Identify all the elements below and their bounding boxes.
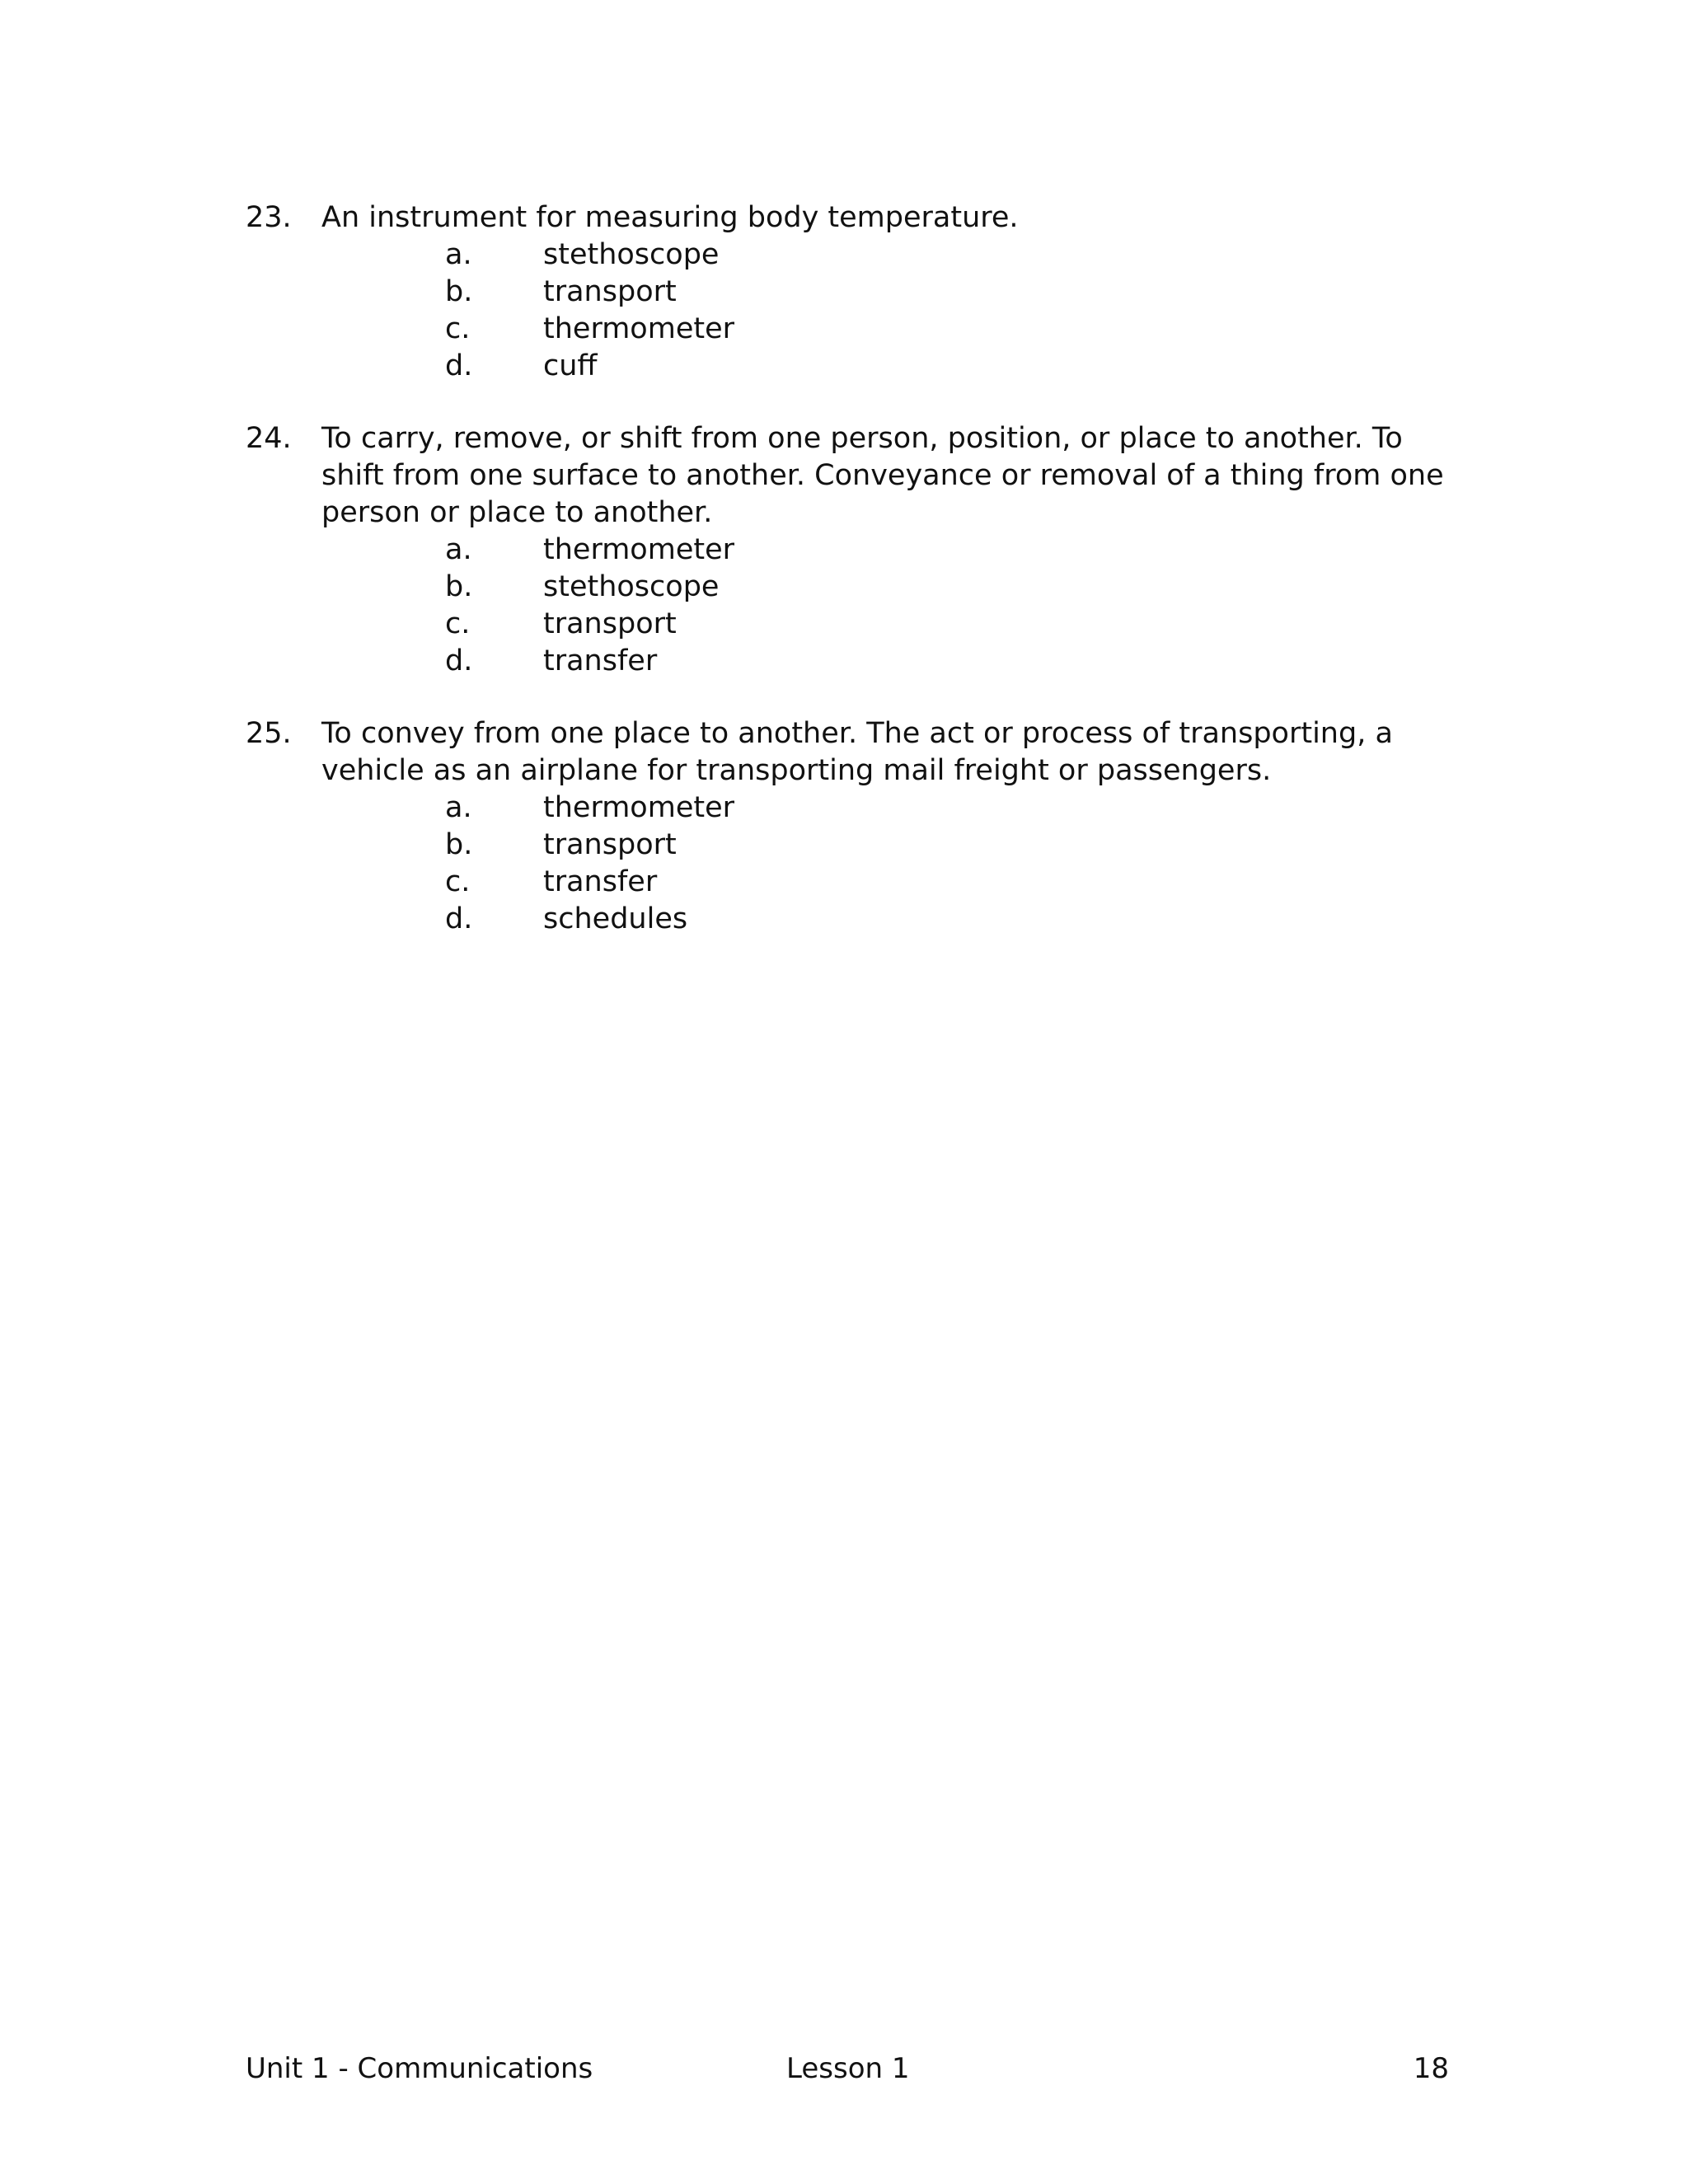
option-letter: c.	[445, 865, 471, 898]
question-number: 23.	[246, 201, 292, 234]
option-letter: d.	[445, 644, 473, 677]
footer-unit: Unit 1 - Communications	[246, 2052, 593, 2085]
option-letter: a.	[445, 238, 472, 271]
option-letter: b.	[445, 570, 473, 603]
question-number: 24.	[246, 422, 292, 455]
option-text: thermometer	[543, 312, 734, 345]
answer-options	[246, 532, 1449, 680]
footer-page-number: 18	[1413, 2052, 1449, 2085]
option-text: transport	[543, 607, 677, 640]
option-letter: c.	[445, 607, 471, 640]
question-text: To carry, remove, or shift from one person, position, or place to another. To shift from one surface to another. Conveyance or removal of a thing from one person or place to another.	[321, 422, 1444, 529]
answer-option-c	[246, 606, 1449, 643]
option-text: transfer	[543, 644, 658, 677]
answer-option-b	[246, 827, 1449, 864]
option-letter: a.	[445, 791, 472, 824]
question-24	[246, 420, 1449, 680]
option-text: transport	[543, 828, 677, 861]
option-text: transport	[543, 275, 677, 308]
option-letter: c.	[445, 312, 471, 345]
option-text: thermometer	[543, 791, 734, 824]
answer-option-b	[246, 569, 1449, 606]
option-letter: d.	[445, 902, 473, 935]
answer-option-b	[246, 274, 1449, 311]
question-stem	[246, 199, 1449, 237]
question-text: An instrument for measuring body temperature.	[321, 201, 1019, 234]
answer-option-d	[246, 901, 1449, 938]
question-number: 25.	[246, 717, 292, 750]
footer-lesson: Lesson 1	[786, 2052, 910, 2085]
answer-option-c	[246, 864, 1449, 901]
answer-options	[246, 790, 1449, 938]
option-text: stethoscope	[543, 570, 720, 603]
answer-options	[246, 237, 1449, 385]
answer-option-a	[246, 237, 1449, 274]
option-text: thermometer	[543, 533, 734, 566]
option-text: stethoscope	[543, 238, 720, 271]
page-footer	[246, 2050, 1449, 2088]
answer-option-a	[246, 790, 1449, 827]
question-stem	[246, 420, 1449, 532]
option-letter: b.	[445, 275, 473, 308]
option-letter: b.	[445, 828, 473, 861]
answer-option-d	[246, 348, 1449, 385]
option-text: cuff	[543, 349, 598, 382]
question-23	[246, 199, 1449, 385]
question-stem	[246, 715, 1449, 790]
option-letter: a.	[445, 533, 472, 566]
option-letter: d.	[445, 349, 473, 382]
option-text: transfer	[543, 865, 658, 898]
answer-option-a	[246, 532, 1449, 569]
option-text: schedules	[543, 902, 688, 935]
answer-option-d	[246, 643, 1449, 680]
question-text: To convey from one place to another. The act or process of transporting, a vehicle as an airplane for transporting mail freight or passengers.	[321, 717, 1393, 787]
answer-option-c	[246, 311, 1449, 348]
question-25	[246, 715, 1449, 938]
